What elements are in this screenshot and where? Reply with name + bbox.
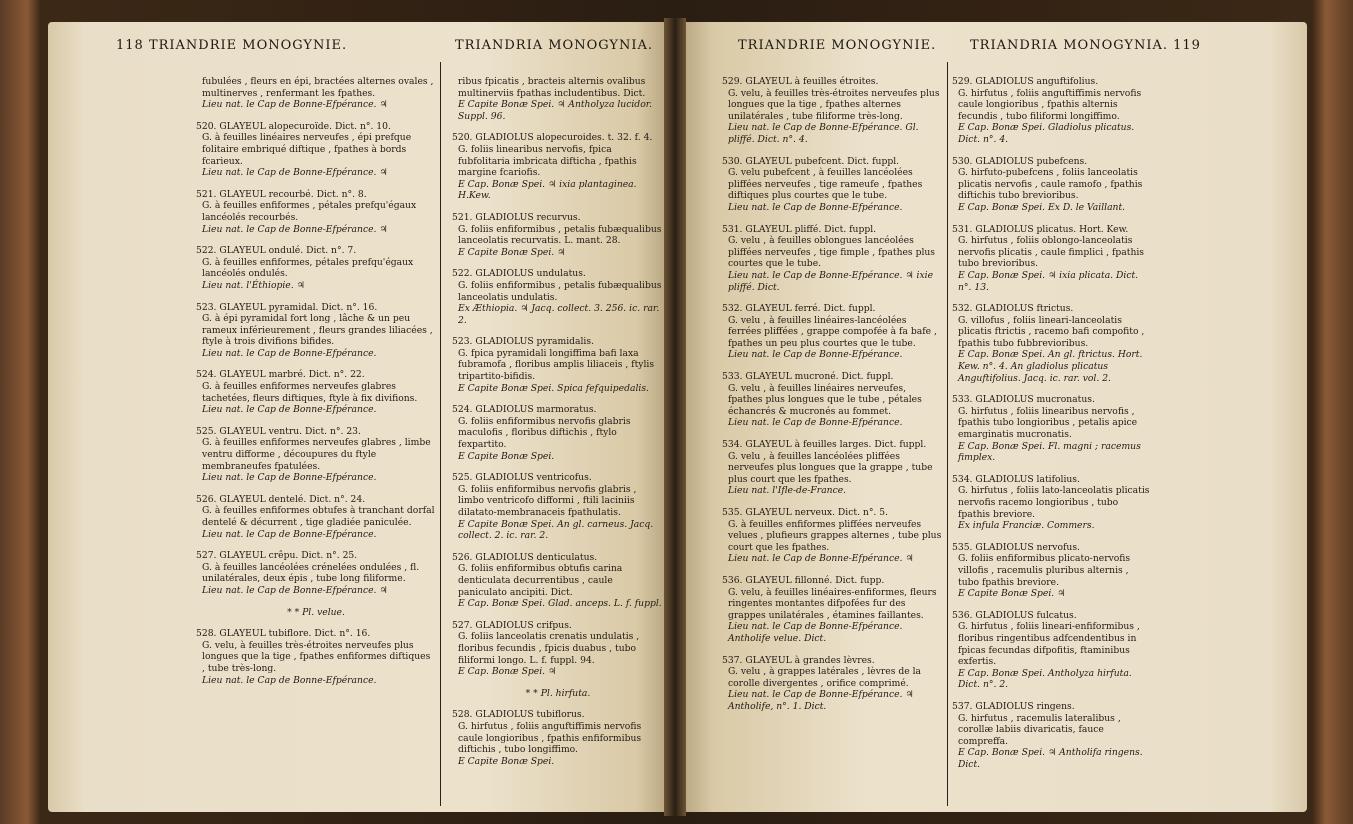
species-entry bbox=[722, 371, 942, 429]
entry-description: G. à feuilles linéaires nerveufes , épi prefque folitaire embriqué diftique , fpathes à bords fcarieux. bbox=[202, 132, 412, 167]
entry-title: 532. GLAYEUL ferré. Dict. fuppl. bbox=[722, 303, 876, 315]
entry-locality: E Capite Bonæ Spei. ♃ Antholyza lucidor. Suppl. 96. bbox=[458, 99, 653, 122]
entry-title: 527. GLADIOLUS crifpus. bbox=[452, 619, 572, 631]
species-entry bbox=[196, 369, 436, 415]
entry-locality: E Cap. Bonæ Spei. ♃ Antholifa ringens. Dict. bbox=[958, 747, 1143, 770]
entry-locality: Lieu nat. le Cap de Bonne-Efpérance. bbox=[202, 472, 377, 484]
species-entry bbox=[196, 550, 436, 596]
entry-title: 530. GLADIOLUS pubefcens. bbox=[952, 155, 1088, 167]
entry-locality: Lieu nat. le Cap de Bonne-Efpérance. bbox=[202, 404, 377, 416]
entry-description: G. hirfutus , foliis anguftiffimis nervofis caule longioribus , fpathis alternis fecundis , tubo filiformi longiffimo. bbox=[958, 87, 1142, 122]
entry-description: G. velu , à grappes latérales , lèvres de la corolle divergentes , orifice comprimé. bbox=[728, 666, 922, 689]
species-entry bbox=[452, 212, 664, 258]
entry-description: G. à feuilles enfiformes nerveufes glabres tachetées, fleurs diftiques, ftyle à fix divifions. bbox=[202, 381, 418, 404]
left-header-latin: TRIANDRIA MONOGYNIA. bbox=[455, 38, 653, 53]
entry-locality: E Cap. Bonæ Spei. Ex D. le Vaillant. bbox=[958, 201, 1126, 213]
species-entry bbox=[452, 336, 664, 394]
entry-locality: Lieu nat. le Cap de Bonne-Efpérance. ♃ bbox=[728, 553, 914, 565]
species-entry bbox=[952, 542, 1150, 600]
entry-title: 520. GLAYEUL alopecuroïde. Dict. n°. 10. bbox=[196, 120, 391, 132]
entry-description: G. foliis linearibus nervofis, fpica fubfolitaria imbricata difticha , fpathis margine fcariofis. bbox=[458, 143, 637, 179]
entry-title: 534. GLADIOLUS latifolius. bbox=[952, 473, 1080, 485]
entry-locality: E Cap. Bonæ Spei. ♃ ixia plantaginea. H.Kew. bbox=[458, 178, 637, 202]
entry-description: G. foliis enfiformibus plicato-nervofis villofis , racemulis pluribus alternis , tubo fpathis breviore. bbox=[958, 553, 1131, 588]
left-header-french: 118 TRIANDRIE MONOGYNIE. bbox=[116, 38, 348, 53]
entry-locality: E Cap. Bonæ Spei. Gladiolus plicatus. Dict. n°. 4. bbox=[958, 122, 1135, 145]
species-entry bbox=[452, 552, 664, 610]
entry-description: G. velu, à feuilles linéaires-enfiformes, fleurs ringentes montantes difpofées fur des grappes unilatérales , étamines faillantes. bbox=[728, 586, 937, 621]
entry-locality: E Cap. Bonæ Spei. Antholyza hirfuta. Dict. n°. 2. bbox=[958, 667, 1132, 691]
entry-title: 533. GLAYEUL mucroné. Dict. fuppl. bbox=[722, 371, 894, 383]
species-entry bbox=[952, 701, 1150, 771]
entry-locality: Ex Æthiopia. ♃ Jacq. collect. 3. 256. ic. rar. 2. bbox=[458, 303, 660, 326]
species-entry bbox=[196, 76, 436, 111]
entry-description: G. hirfutus , foliis lato-lanceolatis plicatis nervofis racemo longioribus , tubo fpathis breviore. bbox=[958, 485, 1150, 520]
entry-locality: Lieu nat. le Cap de Bonne-Efpérance. ♃ Antholife, n°. 1. Dict. bbox=[728, 689, 914, 712]
entry-locality: E Cap. Bonæ Spei. Fl. magni ; racemus fimplex. bbox=[958, 440, 1141, 464]
species-entry bbox=[196, 245, 436, 291]
right-column-rule bbox=[947, 62, 948, 806]
entry-description: G. velu , à feuilles linéaires-lancéolées ferrées pliffées , grappe compofée à fa bafe , fpathes un peu plus courtes que le tube. bbox=[728, 314, 937, 349]
entry-locality: E Cap. Bonæ Spei. ♃ bbox=[458, 666, 557, 678]
entry-description: G. à feuilles enfiformes nerveufes glabres , limbe ventru difforme , découpures du ftyle membraneufes fpatulées. bbox=[202, 437, 431, 472]
entry-title: 531. GLAYEUL pliffé. Dict. fuppl. bbox=[722, 223, 877, 235]
entry-title: 523. GLAYEUL pyramidal. Dict. n°. 16. bbox=[196, 301, 378, 313]
entry-description: G. foliis enfiformibus nervofis glabris maculofis , floribus diftichis , ftylo fexpartito. bbox=[458, 415, 631, 451]
entry-title: 532. GLADIOLUS ftrictus. bbox=[952, 303, 1074, 315]
entry-title: 528. GLAYEUL tubiflore. Dict. n°. 16. bbox=[196, 628, 371, 640]
species-entry bbox=[952, 610, 1150, 691]
entry-locality: E Capite Bonæ Spei. Spica fefquipedalis. bbox=[458, 382, 649, 394]
species-entry bbox=[196, 189, 436, 235]
entry-title: 535. GLAYEUL nerveux. Dict. n°. 5. bbox=[722, 507, 889, 518]
entry-title: 533. GLADIOLUS mucronatus. bbox=[952, 394, 1095, 406]
entry-title: 521. GLADIOLUS recurvus. bbox=[452, 211, 581, 223]
entry-title: 531. GLADIOLUS plicatus. Hort. Kew. bbox=[952, 223, 1129, 235]
species-entry bbox=[452, 472, 664, 542]
entry-description: G. hirfutus , foliis oblongo-lanceolatis nervofis plicatis , caule fimplici , fpathis tubo brevioribus. bbox=[958, 235, 1145, 270]
entry-locality: Ex infula Franciæ. Commers. bbox=[958, 520, 1095, 532]
species-entry bbox=[196, 121, 436, 179]
entry-locality: Lieu nat. le Cap de Bonne-Efpérance. ♃ bbox=[202, 584, 388, 596]
entry-description: G. foliis enfiformibus , petalis fubæqualibus lanceolatis recurvatis. L. mant. 28. bbox=[458, 223, 662, 247]
species-entry bbox=[196, 628, 436, 686]
entry-description: G. à feuilles lancéolées crénelées ondulées , fl. unilatérales, deux épis , tube long filiforme. bbox=[202, 561, 420, 585]
entry-title: 537. GLAYEUL à grandes lèvres. bbox=[722, 654, 875, 666]
entry-locality: E Capite Bonæ Spei. bbox=[458, 755, 555, 767]
species-entry bbox=[722, 76, 942, 146]
entry-description: G. foliis enfiformibus , petalis fubæqualibus lanceolatis undulatis. bbox=[458, 279, 662, 303]
entry-description: G. hirfutus , foliis anguftiffimis nervofis caule longioribus , fpathis enfiformibus diftichis , tubo longiffimo. bbox=[458, 720, 642, 756]
species-entry bbox=[722, 156, 942, 214]
species-entry bbox=[952, 224, 1150, 294]
species-entry bbox=[722, 224, 942, 294]
entry-title: 526. GLAYEUL dentelé. Dict. n°. 24. bbox=[196, 493, 366, 505]
entry-locality: E Cap. Bonæ Spei. Glad. anceps. L. f. fuppl. bbox=[458, 598, 662, 610]
entry-description: G. hirfutus , foliis linearibus nervofis , fpathis tubo longioribus , petalis apice emarginatis mucronatis. bbox=[958, 405, 1138, 441]
species-entry bbox=[452, 268, 664, 326]
species-entry bbox=[952, 474, 1150, 532]
book-gutter bbox=[664, 18, 686, 816]
section-heading: * * Pl. velue. bbox=[287, 606, 345, 618]
entry-locality: Lieu nat. le Cap de Bonne-Efpérance. Antholife velue. Dict. bbox=[728, 621, 903, 644]
species-entry bbox=[952, 156, 1150, 214]
entry-description: G. à feuilles enfiformes, pétales prefqu'égaux lancéolés ondulés. bbox=[202, 256, 414, 280]
entry-title: 524. GLADIOLUS marmoratus. bbox=[452, 404, 597, 416]
entry-title: 526. GLADIOLUS denticulatus. bbox=[452, 551, 598, 563]
entry-description: G. velu , à feuilles lancéolées pliffées nerveufes plus longues que la grappe , tube plus court que les fpathes. bbox=[728, 450, 933, 485]
entry-title: 527. GLAYEUL crêpu. Dict. n°. 25. bbox=[196, 550, 358, 562]
entry-locality: Lieu nat. le Cap de Bonne-Efpérance. ♃ bbox=[202, 99, 388, 111]
species-entry bbox=[952, 394, 1150, 464]
entry-description: G. foliis enfiformibus nervofis glabris , limbo ventricofo difformi , ftili laciniis dilatato-membranaceis fpathulatis. bbox=[458, 483, 637, 518]
entry-description: G. fpica pyramidali longiffima bafi laxa fubramofa , floribus amplis liliaceis , ftylis tripartito-bifidis. bbox=[458, 347, 655, 383]
entry-title: 521. GLAYEUL recourbé. Dict. n°. 8. bbox=[196, 188, 367, 200]
entry-locality: Lieu nat. le Cap de Bonne-Efpérance. ♃ ixie pliffé. Dict. bbox=[728, 269, 934, 293]
entry-description: G. velu, à feuilles très-étroites nerveufes plus longues que la tige , fpathes enfiformes diftiques , tube très-long. bbox=[202, 639, 431, 674]
entry-title: 522. GLADIOLUS undulatus. bbox=[452, 268, 586, 280]
entry-title: 522. GLAYEUL ondulé. Dict. n°. 7. bbox=[196, 245, 357, 257]
entry-title: 537. GLADIOLUS ringens. bbox=[952, 700, 1075, 712]
entry-description: G. hirfutus , foliis lineari-enfiformibus , floribus ringentibus adfcendentibus in fpicas fecundas difpofitis, ftaminibus exfertis. bbox=[958, 621, 1140, 668]
entry-title: 520. GLADIOLUS alopecuroides. t. 32. f. 4. bbox=[452, 132, 653, 144]
entry-locality: E Cap. Bonæ Spei. ♃ ixia plicata. Dict. n°. 13. bbox=[958, 269, 1139, 293]
entry-locality: Lieu nat. le Cap de Bonne-Efpérance. bbox=[202, 674, 377, 686]
entry-description: G. villofus , foliis lineari-lanceolatis plicatis ftrictis , racemo bafi compofito , fpathis tubo fubbrevioribus. bbox=[958, 314, 1145, 349]
right-header-french: TRIANDRIE MONOGYNIE. bbox=[738, 38, 937, 53]
entry-locality: E Capite Bonæ Spei. ♃ bbox=[958, 588, 1066, 600]
entry-locality: Lieu nat. le Cap de Bonne-Efpérance. bbox=[728, 417, 903, 429]
entry-description: G. à feuilles enfiformes obtufes à tranchant dorfal dentelé & décurrent , tige gladiée paniculée. bbox=[202, 505, 435, 528]
entry-description: G. à épi pyramidal fort long , lâche & un peu rameux inférieurement , fleurs grandes liliacées , ftyle à trois divifions bifides. bbox=[202, 313, 433, 348]
left-column-rule bbox=[440, 62, 441, 806]
entry-locality: Lieu nat. le Cap de Bonne-Efpérance. bbox=[728, 349, 903, 361]
species-entry bbox=[722, 303, 942, 361]
entry-description: ribus fpicatis , bracteis alternis ovalibus multinerviis fpathas includentibus. Dict. bbox=[458, 76, 646, 99]
entry-locality: Lieu nat. le Cap de Bonne-Efpérance. bbox=[202, 347, 377, 359]
entry-description: fubulées , fleurs en épi, bractées alternes ovales , multinerves , renfermant les fpathes. bbox=[202, 76, 434, 99]
right-header-latin: TRIANDRIA MONOGYNIA. 119 bbox=[970, 38, 1201, 53]
species-entry bbox=[196, 302, 436, 360]
entry-locality: Lieu nat. le Cap de Bonne-Efpérance. ♃ bbox=[202, 167, 388, 179]
entry-description: G. hirfuto-pubefcens , foliis lanceolatis plicatis nervofis , caule ramofo , fpathis diftichis tubo brevioribus. bbox=[958, 167, 1143, 202]
section-heading: * * Pl. hirfuta. bbox=[525, 687, 591, 699]
entry-description: G. velu , à feuilles oblongues lancéolées pliffées nerveufes , tige fimple , fpathes plus courtes que le tube. bbox=[728, 235, 936, 270]
entry-description: G. foliis lanceolatis crenatis undulatis , floribus fecundis , fpicis duabus , tubo filiformi longo. L. f. fuppl. 94. bbox=[458, 631, 640, 666]
column-french-right bbox=[722, 76, 942, 723]
entry-title: 525. GLADIOLUS ventricofus. bbox=[452, 472, 592, 484]
entry-title: 530. GLAYEUL pubefcent. Dict. fuppl. bbox=[722, 155, 900, 167]
entry-title: 535. GLADIOLUS nervofus. bbox=[952, 541, 1080, 553]
species-entry bbox=[452, 620, 664, 678]
species-entry bbox=[452, 709, 664, 767]
entry-locality: E Capite Bonæ Spei. ♃ bbox=[458, 246, 566, 258]
column-latin-right bbox=[952, 76, 1150, 780]
entry-locality: E Capite Bonæ Spei. bbox=[458, 450, 555, 462]
entry-locality: Lieu nat. l'Éthiopie. ♃ bbox=[202, 279, 305, 291]
species-entry bbox=[452, 404, 664, 462]
entry-description: G. velu, à feuilles très-étroites nerveufes plus longues que la tige , fpathes alternes unilatérales , tube filiforme très-long. bbox=[728, 87, 940, 122]
species-entry bbox=[452, 76, 664, 122]
entry-locality: Lieu nat. le Cap de Bonne-Efpérance. ♃ bbox=[202, 223, 388, 235]
species-entry bbox=[952, 76, 1150, 146]
entry-title: 524. GLAYEUL marbré. Dict. n°. 22. bbox=[196, 369, 365, 381]
species-entry bbox=[722, 655, 942, 713]
entry-title: 529. GLAYEUL à feuilles étroites. bbox=[722, 76, 879, 87]
entry-locality: Lieu nat. l'Ifle-de-France. bbox=[728, 485, 847, 497]
entry-locality: E Cap. Bonæ Spei. An gl. ftrictus. Hort. Kew. n°. 4. An gladiolus plicatus Anguftifolius. Jacq. ic. rar. vol. 2. bbox=[958, 349, 1143, 384]
species-entry bbox=[196, 494, 436, 540]
entry-locality: Lieu nat. le Cap de Bonne-Efpérance. bbox=[728, 201, 903, 213]
entry-title: 536. GLAYEUL fillonné. Dict. fupp. bbox=[722, 574, 885, 586]
species-entry bbox=[952, 303, 1150, 384]
species-entry bbox=[196, 426, 436, 484]
entry-locality: E Capite Bonæ Spei. An gl. carneus. Jacq. collect. 2. ic. rar. 2. bbox=[458, 518, 654, 542]
entry-description: G. foliis enfiformibus obtufis carina denticulata decurrentibus , caule paniculato ancipiti. Dict. bbox=[458, 563, 623, 598]
entry-title: 534. GLAYEUL à feuilles larges. Dict. fuppl. bbox=[722, 439, 927, 451]
entry-description: G. à feuilles enfiformes pliffées nerveufes velues , plufieurs grappes alternes , tube plus court que les fpathes. bbox=[728, 518, 942, 553]
column-french-left bbox=[196, 76, 436, 696]
entry-description: G. velu pubefcent , à feuilles lancéolées pliffées nerveufes , tige rameufe , fpathes diftiques plus courtes que le tube. bbox=[728, 167, 923, 202]
entry-title: 529. GLADIOLUS anguftifolius. bbox=[952, 76, 1099, 87]
entry-locality: Lieu nat. le Cap de Bonne-Efpérance. Gl. pliffé. Dict. n°. 4. bbox=[728, 122, 919, 145]
species-entry bbox=[722, 575, 942, 645]
species-entry bbox=[722, 439, 942, 497]
entry-locality: Lieu nat. le Cap de Bonne-Efpérance. bbox=[202, 528, 377, 540]
entry-title: 528. GLADIOLUS tubiflorus. bbox=[452, 709, 585, 721]
entry-title: 525. GLAYEUL ventru. Dict. n°. 23. bbox=[196, 425, 361, 437]
entry-description: G. à feuilles enfiformes , pétales prefqu'égaux lancéolés recourbés. bbox=[202, 200, 417, 223]
entry-title: 523. GLADIOLUS pyramidalis. bbox=[452, 336, 594, 348]
species-entry bbox=[452, 132, 664, 202]
entry-description: G. hirfutus , racemulis lateralibus , corollæ labiis divaricatis, fauce compreffa. bbox=[958, 712, 1121, 747]
entry-title: 536. GLADIOLUS fulcatus. bbox=[952, 609, 1077, 621]
column-latin-left bbox=[452, 76, 664, 777]
species-entry bbox=[722, 507, 942, 565]
entry-description: G. velu , à feuilles linéaires nerveufes, fpathes plus longues que le tube , pétales échancrés & mucronés au fommet. bbox=[728, 382, 922, 417]
